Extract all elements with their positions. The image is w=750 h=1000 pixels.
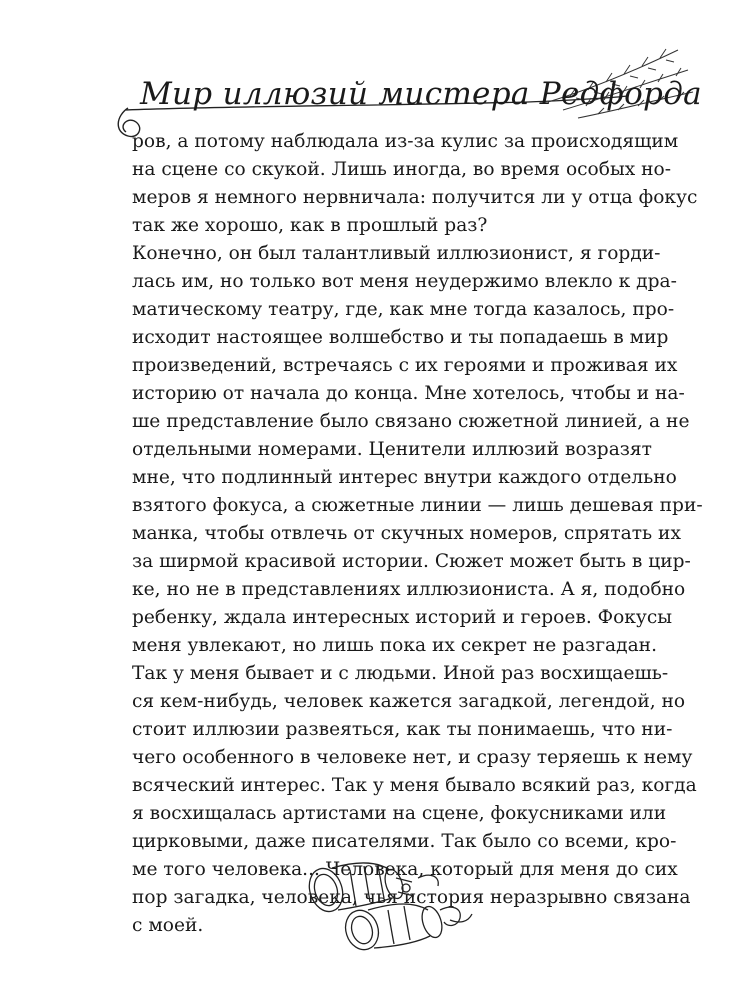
body-text (132, 128, 703, 940)
running-head-title: Мир иллюзий мистера Редфорда (140, 76, 702, 112)
text-line: так же хорошо, как в прошлый раз? (132, 215, 488, 236)
binoculars-icon (300, 848, 480, 958)
text-line: историю от начала до конца. Мне хотелось, чтобы и на- (132, 383, 685, 404)
text-line: взятого фокуса, а сюжетные линии — лишь дешевая при- (132, 495, 703, 516)
text-line: произведений, встречаясь с их героями и проживая их (132, 355, 678, 376)
text-line: цирковыми, даже писателями. Так было со всеми, кро- (132, 831, 677, 852)
text-line: лась им, но только вот меня неудержимо влекло к дра- (132, 271, 677, 292)
text-line: с моей. (132, 915, 204, 936)
text-line: пор загадка, человека, чья история неразрывно связана (132, 887, 691, 908)
text-line: отдельными номерами. Ценители иллюзий возразят (132, 439, 652, 460)
text-line: ребенку, ждала интересных историй и героев. Фокусы (132, 607, 673, 628)
text-line: ся кем-нибудь, человек кажется загадкой, легендой, но (132, 691, 686, 712)
text-line: манка, чтобы отвлечь от скучных номеров, спрятать их (132, 523, 681, 544)
text-line: ров, а потому наблюдала из-за кулис за происходящим (132, 131, 679, 152)
text-line: исходит настоящее волшебство и ты попадаешь в мир (132, 327, 669, 348)
text-line: ме того человека... Человека, который для меня до сих (132, 859, 678, 880)
text-line: мне, что подлинный интерес внутри каждого отдельно (132, 467, 677, 488)
text-line: меня увлекают, но лишь пока их секрет не разгадан. (132, 635, 657, 656)
text-line: Конечно, он был талантливый иллюзионист, я горди- (132, 243, 661, 264)
text-line: всяческий интерес. Так у меня бывало всякий раз, когда (132, 775, 697, 796)
text-line: матическому театру, где, как мне тогда казалось, про- (132, 299, 675, 320)
text-line: Так у меня бывает и с людьми. Иной раз восхищаешь- (132, 663, 669, 684)
text-line: ше представление было связано сюжетной линией, а не (132, 411, 690, 432)
text-line: за ширмой красивой истории. Сюжет может быть в цир- (132, 551, 691, 572)
text-line: я восхищалась артистами на сцене, фокусниками или (132, 803, 667, 824)
text-line: чего особенного в человеке нет, и сразу теряешь к нему (132, 747, 693, 768)
text-line: меров я немного нервничала: получится ли у отца фокус (132, 187, 698, 208)
text-line: на сцене со скукой. Лишь иногда, во время особых но- (132, 159, 672, 180)
text-line: стоит иллюзии развеяться, как ты понимаешь, что ни- (132, 719, 673, 740)
text-line: ке, но не в представлениях иллюзиониста. А я, подобно (132, 579, 686, 600)
